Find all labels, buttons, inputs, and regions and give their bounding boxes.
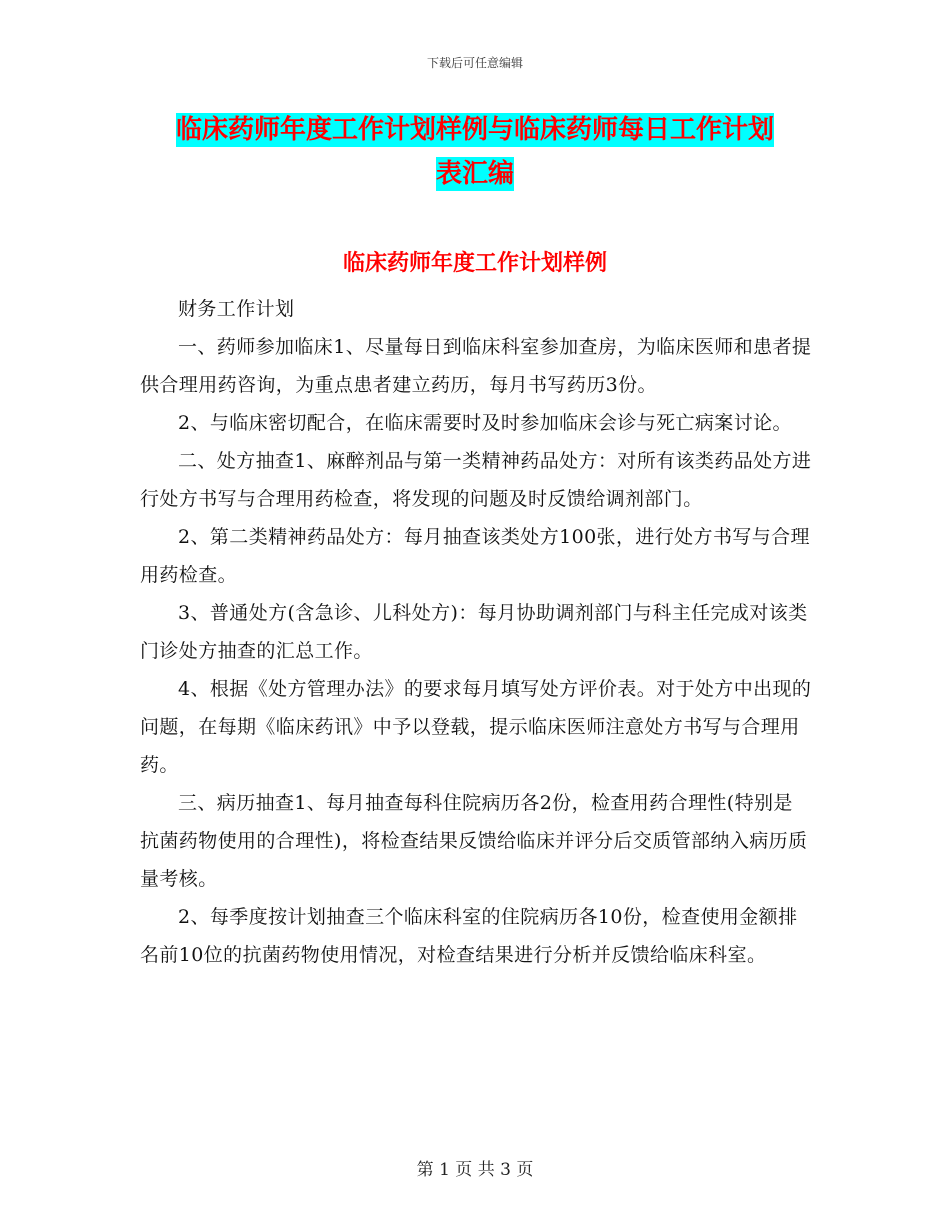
paragraph: 2、与临床密切配合，在临床需要时及时参加临床会诊与死亡病案讨论。 (178, 412, 792, 434)
paragraph: 3、普通处方(含急诊、儿科处方)：每月协助调剂部门与科主任完成对该类门诊处方抽查的汇总工作。 (140, 602, 808, 662)
paragraph: 4、根据《处方管理办法》的要求每月填写处方评价表。对于处方中出现的问题，在每期《临床药讯》中予以登载，提示临床医师注意处方书写与合理用药。 (140, 678, 812, 776)
paragraph: 财务工作计划 (178, 298, 295, 320)
document-body (140, 290, 812, 974)
document-title-line1: 临床药师年度工作计划样例与临床药师每日工作计划 (175, 115, 774, 145)
header-note: 下载后可任意编辑 (426, 56, 523, 70)
section-title: 临床药师年度工作计划样例 (342, 251, 607, 276)
document-title-line2: 表汇编 (435, 159, 514, 189)
paragraph: 二、处方抽查1、麻醉剂品与第一类精神药品处方：对所有该类药品处方进行处方书写与合理用药检查，将发现的问题及时反馈给调剂部门。 (140, 450, 812, 510)
paragraph: 2、每季度按计划抽查三个临床科室的住院病历各10份，检查使用金额排名前10位的抗菌药物使用情况，对检查结果进行分析并反馈给临床科室。 (140, 906, 798, 966)
paragraph: 2、第二类精神药品处方：每月抽查该类处方100张，进行处方书写与合理用药检查。 (140, 526, 810, 586)
page-footer: 第 1 页 共 3 页 (416, 1160, 534, 1180)
document-title (140, 108, 810, 196)
paragraph: 三、病历抽查1、每月抽查每科住院病历各2份，检查用药合理性(特别是抗菌药物使用的合理性)，将检查结果反馈给临床并评分后交质管部纳入病历质量考核。 (140, 792, 808, 890)
paragraph: 一、药师参加临床1、尽量每日到临床科室参加查房，为临床医师和患者提供合理用药咨询，为重点患者建立药历，每月书写药历3份。 (140, 336, 812, 396)
